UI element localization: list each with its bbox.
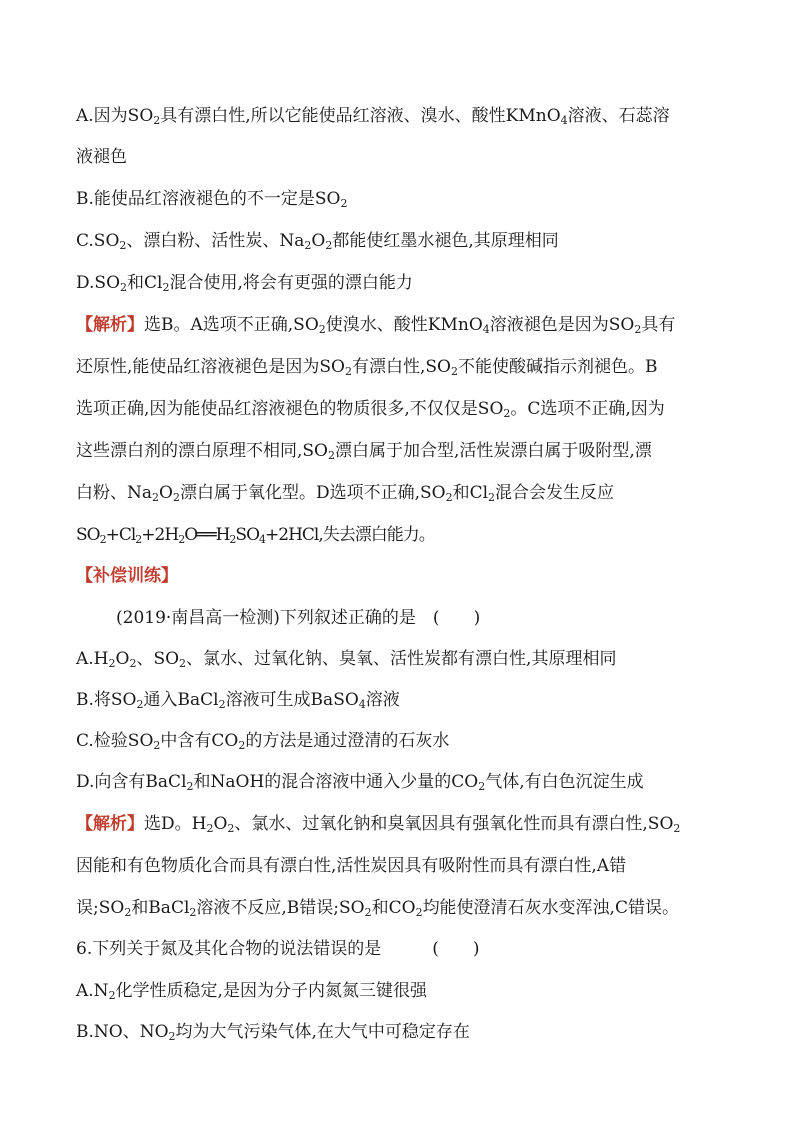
question6-option-b: B.NO、$NO_2$均为大气污染气体,在大气中可稳定存在 xyxy=(76,1022,470,1043)
analysis1-line6-equation: $SO_2+Cl_2+2H_2O══H_2SO_4+2HCl$,失去漂白能力。 xyxy=(76,525,435,546)
question6-option-a: $A.N_2$化学性质稳定,是因为分子内氮氮三键很强 xyxy=(76,981,427,1002)
analysis1-text: 选B。A选项不正确$,SO_2$使溴水、酸性KMnO$_4$溶液褪色是因为$SO_2$具有 xyxy=(144,315,676,336)
analysis1-line3: 选项正确,因为能使品红溶液褪色的物质很多,不仅仅是$SO_2$。C选项不正确,因为 xyxy=(76,399,665,420)
q5-option-b: B.能使品红溶液褪色的不一定是$SO_2$ xyxy=(76,189,348,210)
q5-option-d: $D.SO_2$和$Cl_2$混合使用,将会有更强的漂白能力 xyxy=(76,273,413,294)
analysis2-text: 选D。$H_2O_2$、氯水、过氧化钠和臭氧因具有强氧化性而具有漂白性$,SO_2$ xyxy=(144,814,681,835)
supplement-question: (2019·南昌高一检测)下列叙述正确的是 ( ) xyxy=(116,608,481,628)
supplement-option-b: B.将$SO_2$通入BaCl$_2$溶液可生成BaSO$_4$溶液 xyxy=(76,690,400,711)
analysis1-line2: 还原性,能使品红溶液褪色是因为$SO_2$有漂白性$,SO_2$不能使酸碱指示剂褪色。B xyxy=(76,357,658,378)
analysis1-line5: 白粉、$Na_2O_2$漂白属于氧化型。D选项不正确$,SO_2$和$Cl_2$混合会发生反应 xyxy=(76,483,615,504)
supplement-option-d: D.向含有BaCl$_2$和NaOH的混合溶液中通入少量的$CO_2$气体,有白色沉淀生成 xyxy=(76,772,644,793)
analysis2-line3: 误$;SO_2$和BaCl$_2$溶液不反应,B错误$;SO_2$和$CO_2$均能使澄清石灰水变浑浊,C错误。 xyxy=(76,898,679,919)
question6-stem: 6.下列关于氮及其化合物的说法错误的是 ( ) xyxy=(76,939,480,959)
analysis1-line4: 这些漂白剂的漂白原理不相同$,SO_2$漂白属于加合型,活性炭漂白属于吸附型,漂 xyxy=(76,441,652,462)
analysis2-line1 xyxy=(76,812,680,836)
q5-option-c: $C.SO_2$、漂白粉、活性炭、$Na_2O_2$都能使红墨水褪色,其原理相同 xyxy=(76,231,559,252)
supplement-option-a: $A.H_2O_2$、$SO_2$、氯水、过氧化钠、臭氧、活性炭都有漂白性,其原理相同 xyxy=(76,649,617,670)
q5-option-a-line1: A.因为$SO_2$具有漂白性,所以它能使品红溶液、溴水、酸性KMnO$_4$溶液、石蕊溶 xyxy=(76,106,670,127)
analysis2-line2: 因能和有色物质化合而具有漂白性,活性炭因具有吸附性而具有漂白性,A错 xyxy=(76,856,627,876)
analysis-tag: 【解析】 xyxy=(76,315,144,335)
q5-option-a-line2: 液褪色 xyxy=(76,147,127,167)
supplement-heading: 【补偿训练】 xyxy=(76,566,178,586)
supplement-option-c: C.检验$SO_2$中含有$CO_2$的方法是通过澄清的石灰水 xyxy=(76,731,450,752)
analysis1-line1 xyxy=(76,313,675,337)
analysis-tag: 【解析】 xyxy=(76,814,144,834)
